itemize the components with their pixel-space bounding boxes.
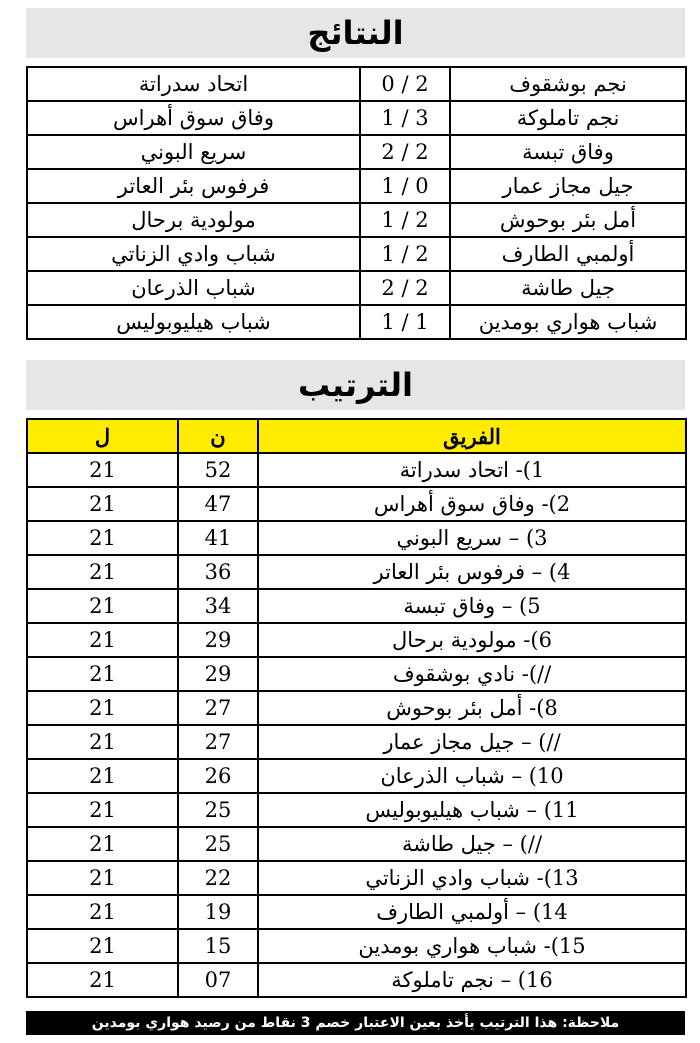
team-points: 27: [178, 691, 258, 725]
team-played: 21: [27, 827, 178, 861]
team-played: 21: [27, 929, 178, 963]
team-points: 47: [178, 487, 258, 521]
away-team: مولودية برحال: [27, 203, 360, 237]
header-points: ن: [178, 419, 258, 453]
home-team: شباب هواري بومدين: [450, 305, 686, 339]
team-played: 21: [27, 453, 178, 487]
team-points: 19: [178, 895, 258, 929]
standings-row: [27, 895, 686, 929]
result-row: [27, 305, 686, 339]
header-team: الفريق: [258, 419, 686, 453]
standings-row: [27, 555, 686, 589]
home-team: جيل مجاز عمار: [450, 169, 686, 203]
team-played: 21: [27, 963, 178, 997]
team-played: 21: [27, 725, 178, 759]
away-team: اتحاد سدراتة: [27, 67, 360, 101]
standings-title: الترتيب: [26, 360, 685, 410]
team-played: 21: [27, 895, 178, 929]
home-team: جيل طاشة: [450, 271, 686, 305]
standings-row: [27, 691, 686, 725]
home-team: وفاق تبسة: [450, 135, 686, 169]
team-name: //)- نادي بوشقوف: [258, 657, 686, 691]
away-team: شباب هيليوبوليس: [27, 305, 360, 339]
away-team: وفاق سوق أهراس: [27, 101, 360, 135]
team-played: 21: [27, 623, 178, 657]
standings-row: [27, 623, 686, 657]
team-played: 21: [27, 657, 178, 691]
result-row: [27, 67, 686, 101]
results-title: النتائج: [26, 8, 685, 58]
match-score: 0 / 1: [360, 169, 450, 203]
team-points: 52: [178, 453, 258, 487]
team-played: 21: [27, 861, 178, 895]
team-name: 6)- مولودية برحال: [258, 623, 686, 657]
team-name: 15)- شباب هواري بومدين: [258, 929, 686, 963]
team-played: 21: [27, 487, 178, 521]
away-team: شباب الذرعان: [27, 271, 360, 305]
home-team: أمل بئر بوحوش: [450, 203, 686, 237]
standings-row: [27, 929, 686, 963]
team-name: 13)- شباب وادي الزناتي: [258, 861, 686, 895]
result-row: [27, 135, 686, 169]
home-team: نجم بوشقوف: [450, 67, 686, 101]
team-name: //) – جيل مجاز عمار: [258, 725, 686, 759]
match-score: 2 / 1: [360, 203, 450, 237]
result-row: [27, 169, 686, 203]
team-played: 21: [27, 589, 178, 623]
standings-row: [27, 657, 686, 691]
match-score: 2 / 1: [360, 237, 450, 271]
team-points: 34: [178, 589, 258, 623]
team-points: 41: [178, 521, 258, 555]
standings-row: [27, 759, 686, 793]
team-name: //) – جيل طاشة: [258, 827, 686, 861]
team-name: 14) – أولمبي الطارف: [258, 895, 686, 929]
home-team: أولمبي الطارف: [450, 237, 686, 271]
header-played: ل: [27, 419, 178, 453]
team-played: 21: [27, 555, 178, 589]
team-points: 22: [178, 861, 258, 895]
team-points: 29: [178, 623, 258, 657]
team-played: 21: [27, 521, 178, 555]
team-played: 21: [27, 793, 178, 827]
team-points: 15: [178, 929, 258, 963]
standings-row: [27, 963, 686, 997]
team-points: 27: [178, 725, 258, 759]
team-name: 10) – شباب الذرعان: [258, 759, 686, 793]
team-played: 21: [27, 691, 178, 725]
home-team: نجم تاملوكة: [450, 101, 686, 135]
team-name: 4) – فرفوس بئر العاتر: [258, 555, 686, 589]
standings-table: [26, 418, 687, 998]
team-name: 11) – شباب هيليوبوليس: [258, 793, 686, 827]
away-team: سريع البوني: [27, 135, 360, 169]
result-row: [27, 271, 686, 305]
team-points: 07: [178, 963, 258, 997]
team-name: 16) – نجم تاملوكة: [258, 963, 686, 997]
standings-row: [27, 453, 686, 487]
match-score: 2 / 2: [360, 135, 450, 169]
team-name: 2)- وفاق سوق أهراس: [258, 487, 686, 521]
standings-row: [27, 589, 686, 623]
team-played: 21: [27, 759, 178, 793]
match-score: 2 / 0: [360, 67, 450, 101]
result-row: [27, 101, 686, 135]
standings-row: [27, 725, 686, 759]
standings-note: ملاحظة: هذا الترتيب يأخذ بعين الاعتبار خصم 3 نقاط من رصيد هواري بومدين: [26, 1011, 685, 1035]
team-points: 26: [178, 759, 258, 793]
standings-header-row: [27, 419, 686, 453]
team-points: 25: [178, 827, 258, 861]
result-row: [27, 203, 686, 237]
team-points: 36: [178, 555, 258, 589]
standings-row: [27, 793, 686, 827]
team-points: 29: [178, 657, 258, 691]
team-name: 8)- أمل بئر بوحوش: [258, 691, 686, 725]
away-team: شباب وادي الزناتي: [27, 237, 360, 271]
standings-row: [27, 827, 686, 861]
team-name: 3) – سريع البوني: [258, 521, 686, 555]
away-team: فرفوس بئر العاتر: [27, 169, 360, 203]
team-points: 25: [178, 793, 258, 827]
match-score: 1 / 1: [360, 305, 450, 339]
team-name: 1)- اتحاد سدراتة: [258, 453, 686, 487]
standings-row: [27, 861, 686, 895]
match-score: 2 / 2: [360, 271, 450, 305]
results-table: [26, 66, 687, 340]
team-name: 5) – وفاق تبسة: [258, 589, 686, 623]
standings-row: [27, 521, 686, 555]
standings-row: [27, 487, 686, 521]
match-score: 3 / 1: [360, 101, 450, 135]
result-row: [27, 237, 686, 271]
